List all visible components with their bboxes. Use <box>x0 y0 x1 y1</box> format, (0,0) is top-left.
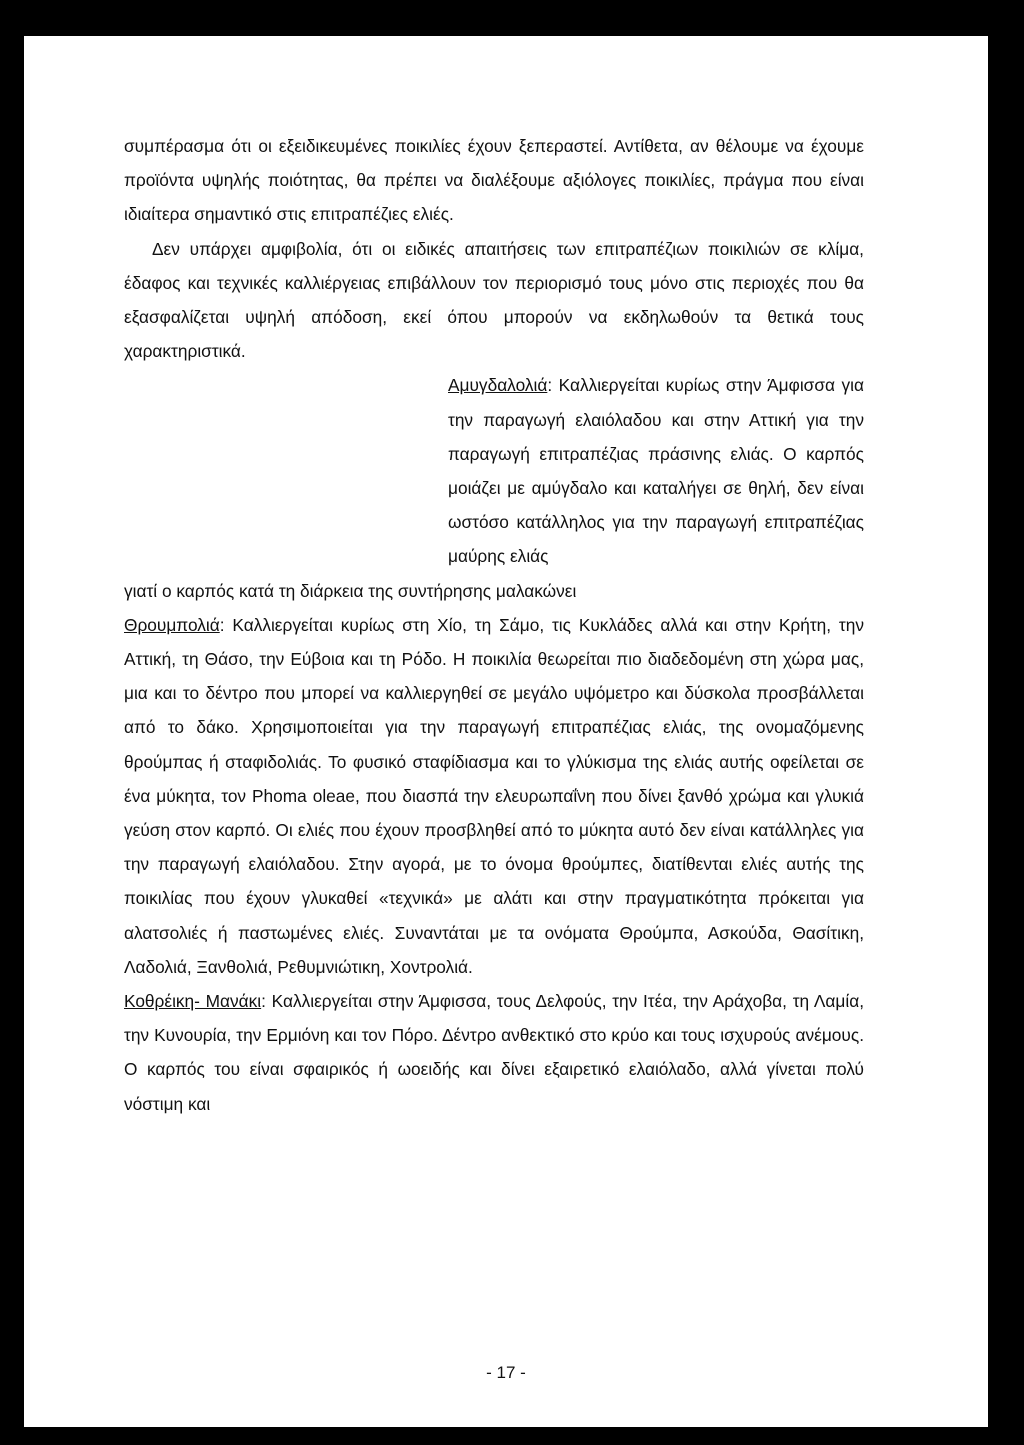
page-number: - 17 - <box>486 1363 526 1382</box>
paragraph-amygdalolia-continuation: γιατί ο καρπός κατά τη διάρκεια της συντήρησης μαλακώνει <box>124 580 577 601</box>
document-page <box>24 36 988 1427</box>
paragraph-kothreiki <box>124 984 864 1121</box>
variety-description-throumpolia: : Καλλιεργείται κυρίως στη Χίο, τη Σάμο, τις Κυκλάδες αλλά και στην Κρήτη, την Αττική, τη Θάσο, την Εύβοια και τη Ρόδο. Η ποικιλία θεωρείται πιο διαδεδομένη στη χώρα μας, μια και το δέντρο που μπορεί να καλλιεργηθεί σε μεγάλο υψόμετρο και δύσκολα προσβάλλεται από το δάκο. Χρησιμοποιείται για την παραγωγή επιτραπέζιας ελιάς, της ονομαζόμενης θρούμπας ή σταφιδολιάς. Το φυσικό σταφίδιασμα και το γλύκισμα της ελιάς αυτής οφείλεται σε ένα μύκητα, τον Phoma oleae, που διασπά την ελευρωπαΐνη που δίνει ξανθό χρώμα και γλυκιά γεύση στον καρπό. Οι ελιές που έχουν προσβληθεί από το μύκητα αυτό δεν είναι κατάλληλες για την παραγωγή ελαιόλαδου. Στην αγορά, με το όνομα θρούμπες, διατίθενται ελιές αυτής της ποικιλίας που έχουν γλυκαθεί «τεχνικά» με αλάτι και στην πραγματικότητα πρόκειται για αλατσολιές ή παστωμένες ελιές. Συναντάται με τα ονόματα Θρούμπα, Ασκούδα, Θασίτικη, Λαδολιά, Ξανθολιά, Ρεθυμνιώτικη, Χοντρολιά. <box>124 614 864 977</box>
body-text <box>124 129 864 1121</box>
variety-description-kothreiki: : Καλλιεργείται στην Άμφισσα, τους Δελφούς, την Ιτέα, την Αράχοβα, τη Λαμία, την Κυνουρία, την Ερμιόνη και τον Πόρο. Δέντρο ανθεκτικό στο κρύο και τους ισχυρούς ανέμους. Ο καρπός του είναι σφαιρικός ή ωοειδής και δίνει εξαιρετικό ελαιόλαδο, αλλά γίνεται πολύ νόστιμη και <box>124 991 865 1114</box>
paragraph-conclusion: συμπέρασμα ότι οι εξειδικευμένες ποικιλίες έχουν ξεπεραστεί. Αντίθετα, αν θέλουμε να έχουμε προϊόντα υψηλής ποιότητας, θα πρέπει να διαλέξουμε αξιόλογες ποικιλίες, πράγμα που είναι ιδιαίτερα σημαντικό στις επιτραπέζιες ελιές. <box>124 136 864 225</box>
paragraph-throumpolia <box>124 608 864 984</box>
paragraph-requirements: Δεν υπάρχει αμφιβολία, ότι οι ειδικές απαιτήσεις των επιτραπέζιων ποικιλιών σε κλίμα, έδαφος και τεχνικές καλλιέργειας επιβάλλουν τον περιορισμό τους μόνο στις περιοχές που θα εξασφαλίζεται υψηλή απόδοση, εκεί όπου μπορούν να εκδηλωθούν τα θετικά τους χαρακτηριστικά. <box>124 238 864 362</box>
variety-name-throumpolia: Θρουμπολιά <box>124 614 220 635</box>
paragraph-amygdalolia <box>448 368 864 573</box>
variety-name-amygdalolia: Αμυγδαλολιά <box>448 375 548 396</box>
variety-description-amygdalolia: : Καλλιεργείται κυρίως στην Άμφισσα για την παραγωγή ελαιόλαδου και στην Αττική για την παραγωγή επιτραπέζιας πράσινης ελιάς. Ο καρπός μοιάζει με αμύγδαλο και καταλήγει σε θηλή, δεν είναι ωστόσο κατάλληλος για την παραγωγή επιτραπέζιας μαύρης ελιάς <box>448 375 864 567</box>
variety-name-kothreiki: Κοθρέικη- Μανάκι <box>124 991 262 1012</box>
